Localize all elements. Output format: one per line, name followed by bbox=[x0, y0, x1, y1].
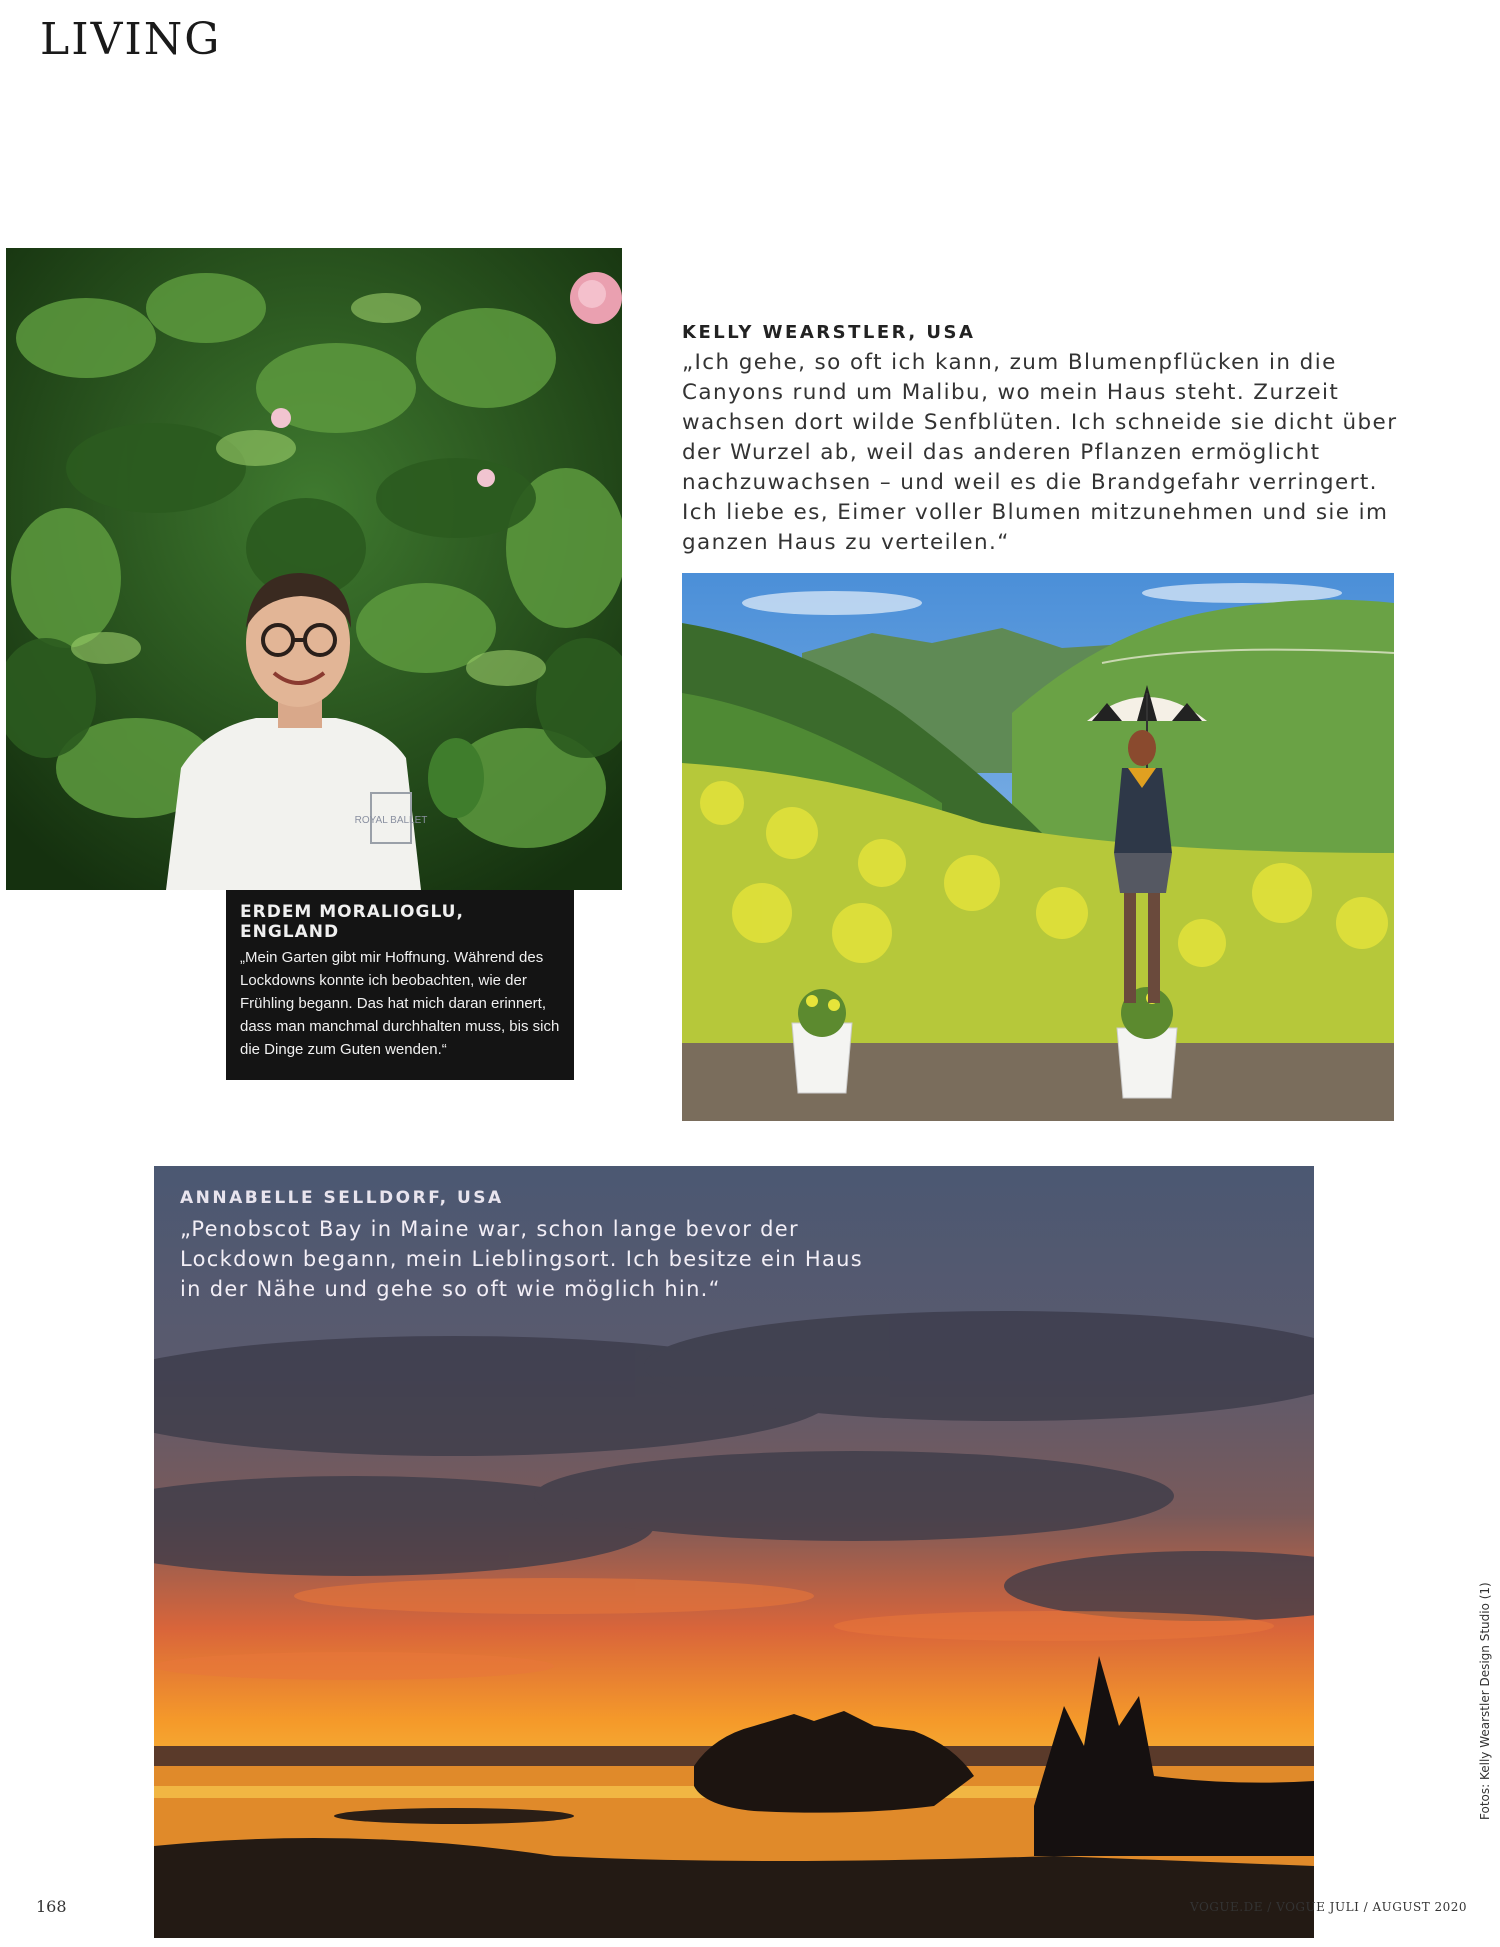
photo-credit: Fotos: Kelly Wearstler Design Studio (1) bbox=[1478, 1582, 1492, 1820]
annabelle-name: ANNABELLE SELLDORF, USA bbox=[180, 1188, 504, 1208]
annabelle-quote: „Penobscot Bay in Maine war, schon lange bevor der Lockdown begann, mein Lieblingsort. Ich besitze ein Haus in der Nähe und gehe so oft wie möglich hin.“ bbox=[180, 1217, 863, 1301]
erdem-name: ERDEM MORALIOGLU, ENGLAND bbox=[240, 902, 464, 942]
issue-footer: VOGUE.DE / VOGUE JULI / AUGUST 2020 bbox=[1190, 1900, 1468, 1914]
shirt-logo-text: ROYAL BALLET bbox=[354, 815, 428, 826]
erdem-caption-box bbox=[226, 890, 574, 1080]
kelly-quote: „Ich gehe, so oft ich kann, zum Blumenpflücken in die Canyons rund um Malibu, wo mein Haus steht. Zurzeit wachsen dort wilde Senfblüten. Ich schneide sie dicht über der Wurzel ab, weil das anderen Pflanzen ermöglicht nachzuwachsen – und weil es die Brandgefahr verringert. Ich liebe es, Eimer voller Blumen mitzunehmen und sie im ganzen Haus zu verteilen.“ bbox=[682, 350, 1398, 555]
erdem-garden-photo bbox=[6, 248, 622, 890]
erdem-quote: „Mein Garten gibt mir Hoffnung. Während des Lockdowns konnte ich beobachten, wie der Frühling begann. Das hat mich daran erinnert, dass man manchmal durchhalten muss, bis sich die Dinge zum Guten wenden.“ bbox=[240, 949, 560, 1058]
kelly-name: KELLY WEARSTLER, USA bbox=[682, 322, 976, 343]
kelly-canyon-photo bbox=[682, 573, 1394, 1121]
section-title: LIVING bbox=[40, 14, 222, 65]
page-number: 168 bbox=[36, 1897, 67, 1916]
